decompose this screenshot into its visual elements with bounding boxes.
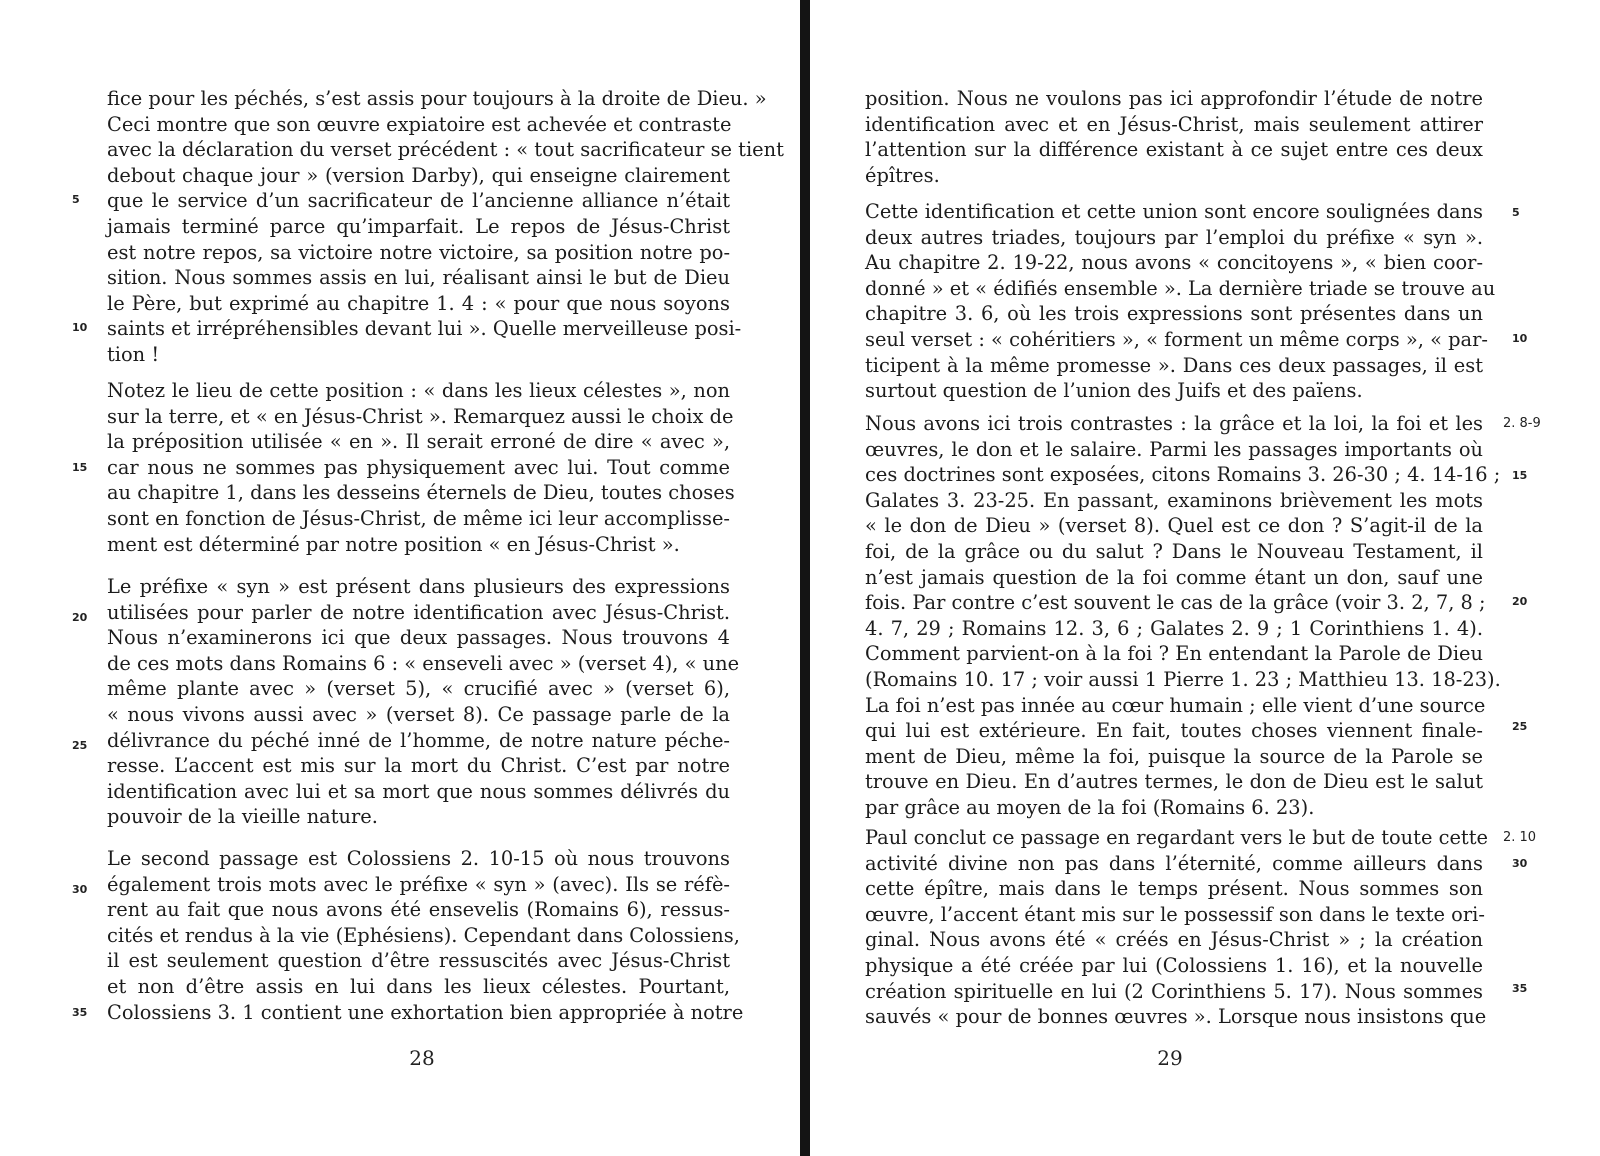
text-line: saints et irrépréhensibles devant lui ». Quelle merveilleuse posi-	[107, 317, 742, 341]
paragraph	[865, 86, 1483, 188]
text-line: chapitre 3. 6, où les trois expressions sont présentes dans un	[865, 302, 1483, 326]
text-line: cités et rendus à la vie (Ephésiens). Cependant dans Colossiens,	[107, 923, 740, 947]
book-spine-gutter	[800, 0, 810, 1156]
text-line: est notre repos, sa victoire notre victoire, sa position notre po-	[107, 240, 730, 264]
text-line: ginal. Nous avons été « créés en Jésus-Christ » ; la création	[865, 928, 1483, 952]
text-line: fice pour les péchés, s’est assis pour toujours à la droite de Dieu. »	[107, 87, 767, 110]
paragraph	[865, 825, 1488, 1030]
text-line: deux autres triades, toujours par l’emploi du préfixe « syn ».	[865, 225, 1483, 249]
text-line: sition. Nous sommes assis en lui, réalisant ainsi le but de Dieu	[107, 266, 730, 290]
line-number: 25	[1512, 720, 1528, 733]
text-line: Nous n’examinerons ici que deux passages. Nous trouvons 4	[107, 626, 730, 650]
text-line: que le service d’un sacrificateur de l’ancienne alliance n’était	[107, 189, 730, 213]
text-line: Comment parvient-on à la foi ? En entendant la Parole de Dieu	[865, 642, 1483, 666]
text-line: jamais terminé parce qu’imparfait. Le repos de Jésus-Christ	[107, 214, 730, 238]
line-number: 25	[72, 739, 88, 752]
text-line: donné » et « édifiés ensemble ». La dernière triade se trouve au	[865, 276, 1496, 300]
line-number: 15	[1512, 469, 1528, 482]
line-number: 30	[72, 883, 88, 896]
text-line: la préposition utilisée « en ». Il serait erroné de dire « avec »,	[107, 430, 730, 454]
text-line: (Romains 10. 17 ; voir aussi 1 Pierre 1. 23 ; Matthieu 13. 18-23).	[865, 667, 1501, 691]
text-line: cette épître, mais dans le temps présent. Nous sommes son	[865, 877, 1483, 901]
text-line: fois. Par contre c’est souvent le cas de la grâce (voir 3. 2, 7, 8 ;	[865, 591, 1486, 615]
text-line: seul verset : « cohéritiers », « forment un même corps », « par-	[865, 327, 1488, 351]
text-line: Ceci montre que son œuvre expiatoire est achevée et contraste	[107, 112, 732, 136]
text-line: identification avec et en Jésus-Christ, mais seulement attirer	[865, 112, 1483, 136]
text-line: Paul conclut ce passage en regardant vers le but de toute cette	[865, 826, 1488, 849]
line-number: 20	[1512, 595, 1528, 608]
text-line: car nous ne sommes pas physiquement avec lui. Tout comme	[107, 455, 730, 479]
page-number: 29	[1157, 1046, 1183, 1070]
left-page	[0, 0, 790, 1156]
text-line: rent au fait que nous avons été ensevelis (Romains 6), ressus-	[107, 898, 730, 922]
text-line: œuvres, le don et le salaire. Parmi les passages importants où	[865, 437, 1483, 461]
text-line: Au chapitre 2. 19-22, nous avons « concitoyens », « bien coor-	[865, 251, 1483, 275]
page-number: 28	[409, 1046, 435, 1070]
text-line: et non d’être assis en lui dans les lieux célestes. Pourtant,	[107, 974, 730, 998]
text-line: position. Nous ne voulons pas ici approfondir l’étude de notre	[865, 87, 1483, 110]
text-line: trouve en Dieu. En d’autres termes, le don de Dieu est le salut	[865, 770, 1483, 794]
text-line: utilisées pour parler de notre identification avec Jésus-Christ.	[107, 600, 730, 624]
text-line: La foi n’est pas innée au cœur humain ; elle vient d’une source	[865, 693, 1486, 717]
line-number: 5	[72, 193, 80, 206]
paragraph	[865, 199, 1496, 404]
text-line: sur la terre, et « en Jésus-Christ ». Remarquez aussi le choix de	[107, 404, 734, 428]
text-line: physique a été créée par lui (Colossiens 1. 16), et la nouvelle	[865, 953, 1483, 977]
text-line: même plante avec » (verset 5), « crucifié avec » (verset 6),	[107, 677, 730, 701]
paragraph	[107, 574, 740, 830]
text-line: œuvre, l’accent étant mis sur le possessif son dans le texte ori-	[865, 902, 1485, 926]
text-line: « nous vivons aussi avec » (verset 8). Ce passage parle de la	[107, 702, 730, 726]
text-line: activité divine non pas dans l’éternité, comme ailleurs dans	[865, 851, 1483, 875]
verse-reference: 2. 10	[1503, 830, 1537, 845]
paragraph	[107, 846, 744, 1025]
text-line: 4. 7, 29 ; Romains 12. 3, 6 ; Galates 2. 9 ; 1 Corinthiens 1. 4).	[865, 616, 1483, 640]
text-line: resse. L’accent est mis sur la mort du Christ. C’est par notre	[107, 754, 730, 778]
text-line: ces doctrines sont exposées, citons Romains 3. 26-30 ; 4. 14-16 ;	[865, 463, 1501, 487]
text-line: également trois mots avec le préfixe « syn » (avec). Ils se réfè-	[107, 872, 730, 896]
paragraph	[107, 86, 784, 368]
text-line: ticipent à la même promesse ». Dans ces deux passages, il est	[865, 353, 1483, 377]
text-line: Galates 3. 23-25. En passant, examinons brièvement les mots	[865, 488, 1483, 512]
verse-reference: 2. 8-9	[1503, 416, 1541, 431]
text-line: il est seulement question d’être ressuscités avec Jésus-Christ	[107, 949, 730, 973]
text-line: Notez le lieu de cette position : « dans les lieux célestes », non	[107, 379, 730, 402]
text-line: épîtres.	[865, 163, 940, 187]
text-line: Cette identification et cette union sont encore soulignées dans	[865, 200, 1483, 223]
text-line: l’attention sur la différence existant à ce sujet entre ces deux	[865, 138, 1483, 162]
line-number: 15	[72, 461, 88, 474]
text-line: tion !	[107, 342, 160, 366]
paragraph	[107, 378, 735, 557]
line-number: 35	[1512, 982, 1528, 995]
text-line: de ces mots dans Romains 6 : « enseveli avec » (verset 4), « une	[107, 651, 740, 675]
text-line: sauvés « pour de bonnes œuvres ». Lorsque nous insistons que	[865, 1005, 1487, 1029]
text-line: création spirituelle en lui (2 Corinthiens 5. 17). Nous sommes	[865, 979, 1483, 1003]
text-line: debout chaque jour » (version Darby), qui enseigne clairement	[107, 163, 730, 187]
text-line: ment de Dieu, même la foi, puisque la source de la Parole se	[865, 744, 1483, 768]
text-line: sont en fonction de Jésus-Christ, de même ici leur accomplisse-	[107, 506, 730, 530]
paragraph	[865, 411, 1501, 821]
text-line: au chapitre 1, dans les desseins éternels de Dieu, toutes choses	[107, 481, 735, 505]
text-line: pouvoir de la vieille nature.	[107, 805, 378, 829]
text-line: par grâce au moyen de la foi (Romains 6. 23).	[865, 795, 1315, 819]
text-line: qui lui est extérieure. En fait, toutes choses viennent finale-	[865, 719, 1483, 743]
text-line: identification avec lui et sa mort que nous sommes délivrés du	[107, 779, 730, 803]
line-number: 30	[1512, 857, 1528, 870]
text-line: Nous avons ici trois contrastes : la grâce et la loi, la foi et les	[865, 412, 1483, 435]
text-line: « le don de Dieu » (verset 8). Quel est ce don ? S’agit-il de la	[865, 514, 1483, 538]
right-page	[822, 0, 1600, 1156]
text-line: Le préfixe « syn » est présent dans plusieurs des expressions	[107, 575, 730, 598]
text-line: foi, de la grâce ou du salut ? Dans le Nouveau Testament, il	[865, 539, 1483, 563]
text-line: surtout question de l’union des Juifs et des païens.	[865, 379, 1363, 403]
text-line: délivrance du péché inné de l’homme, de notre nature péche-	[107, 728, 730, 752]
text-line: ment est déterminé par notre position « en Jésus-Christ ».	[107, 532, 680, 556]
text-line: avec la déclaration du verset précédent : « tout sacrificateur se tient	[107, 138, 784, 162]
line-number: 20	[72, 611, 88, 624]
text-line: Le second passage est Colossiens 2. 10-15 où nous trouvons	[107, 847, 730, 870]
line-number: 10	[72, 321, 88, 334]
text-line: Colossiens 3. 1 contient une exhortation bien appropriée à notre	[107, 1000, 744, 1024]
text-line: le Père, but exprimé au chapitre 1. 4 : « pour que nous soyons	[107, 291, 730, 315]
line-number: 5	[1512, 206, 1520, 219]
text-line: n’est jamais question de la foi comme étant un don, sauf une	[865, 565, 1483, 589]
line-number: 35	[72, 1006, 88, 1019]
line-number: 10	[1512, 332, 1528, 345]
